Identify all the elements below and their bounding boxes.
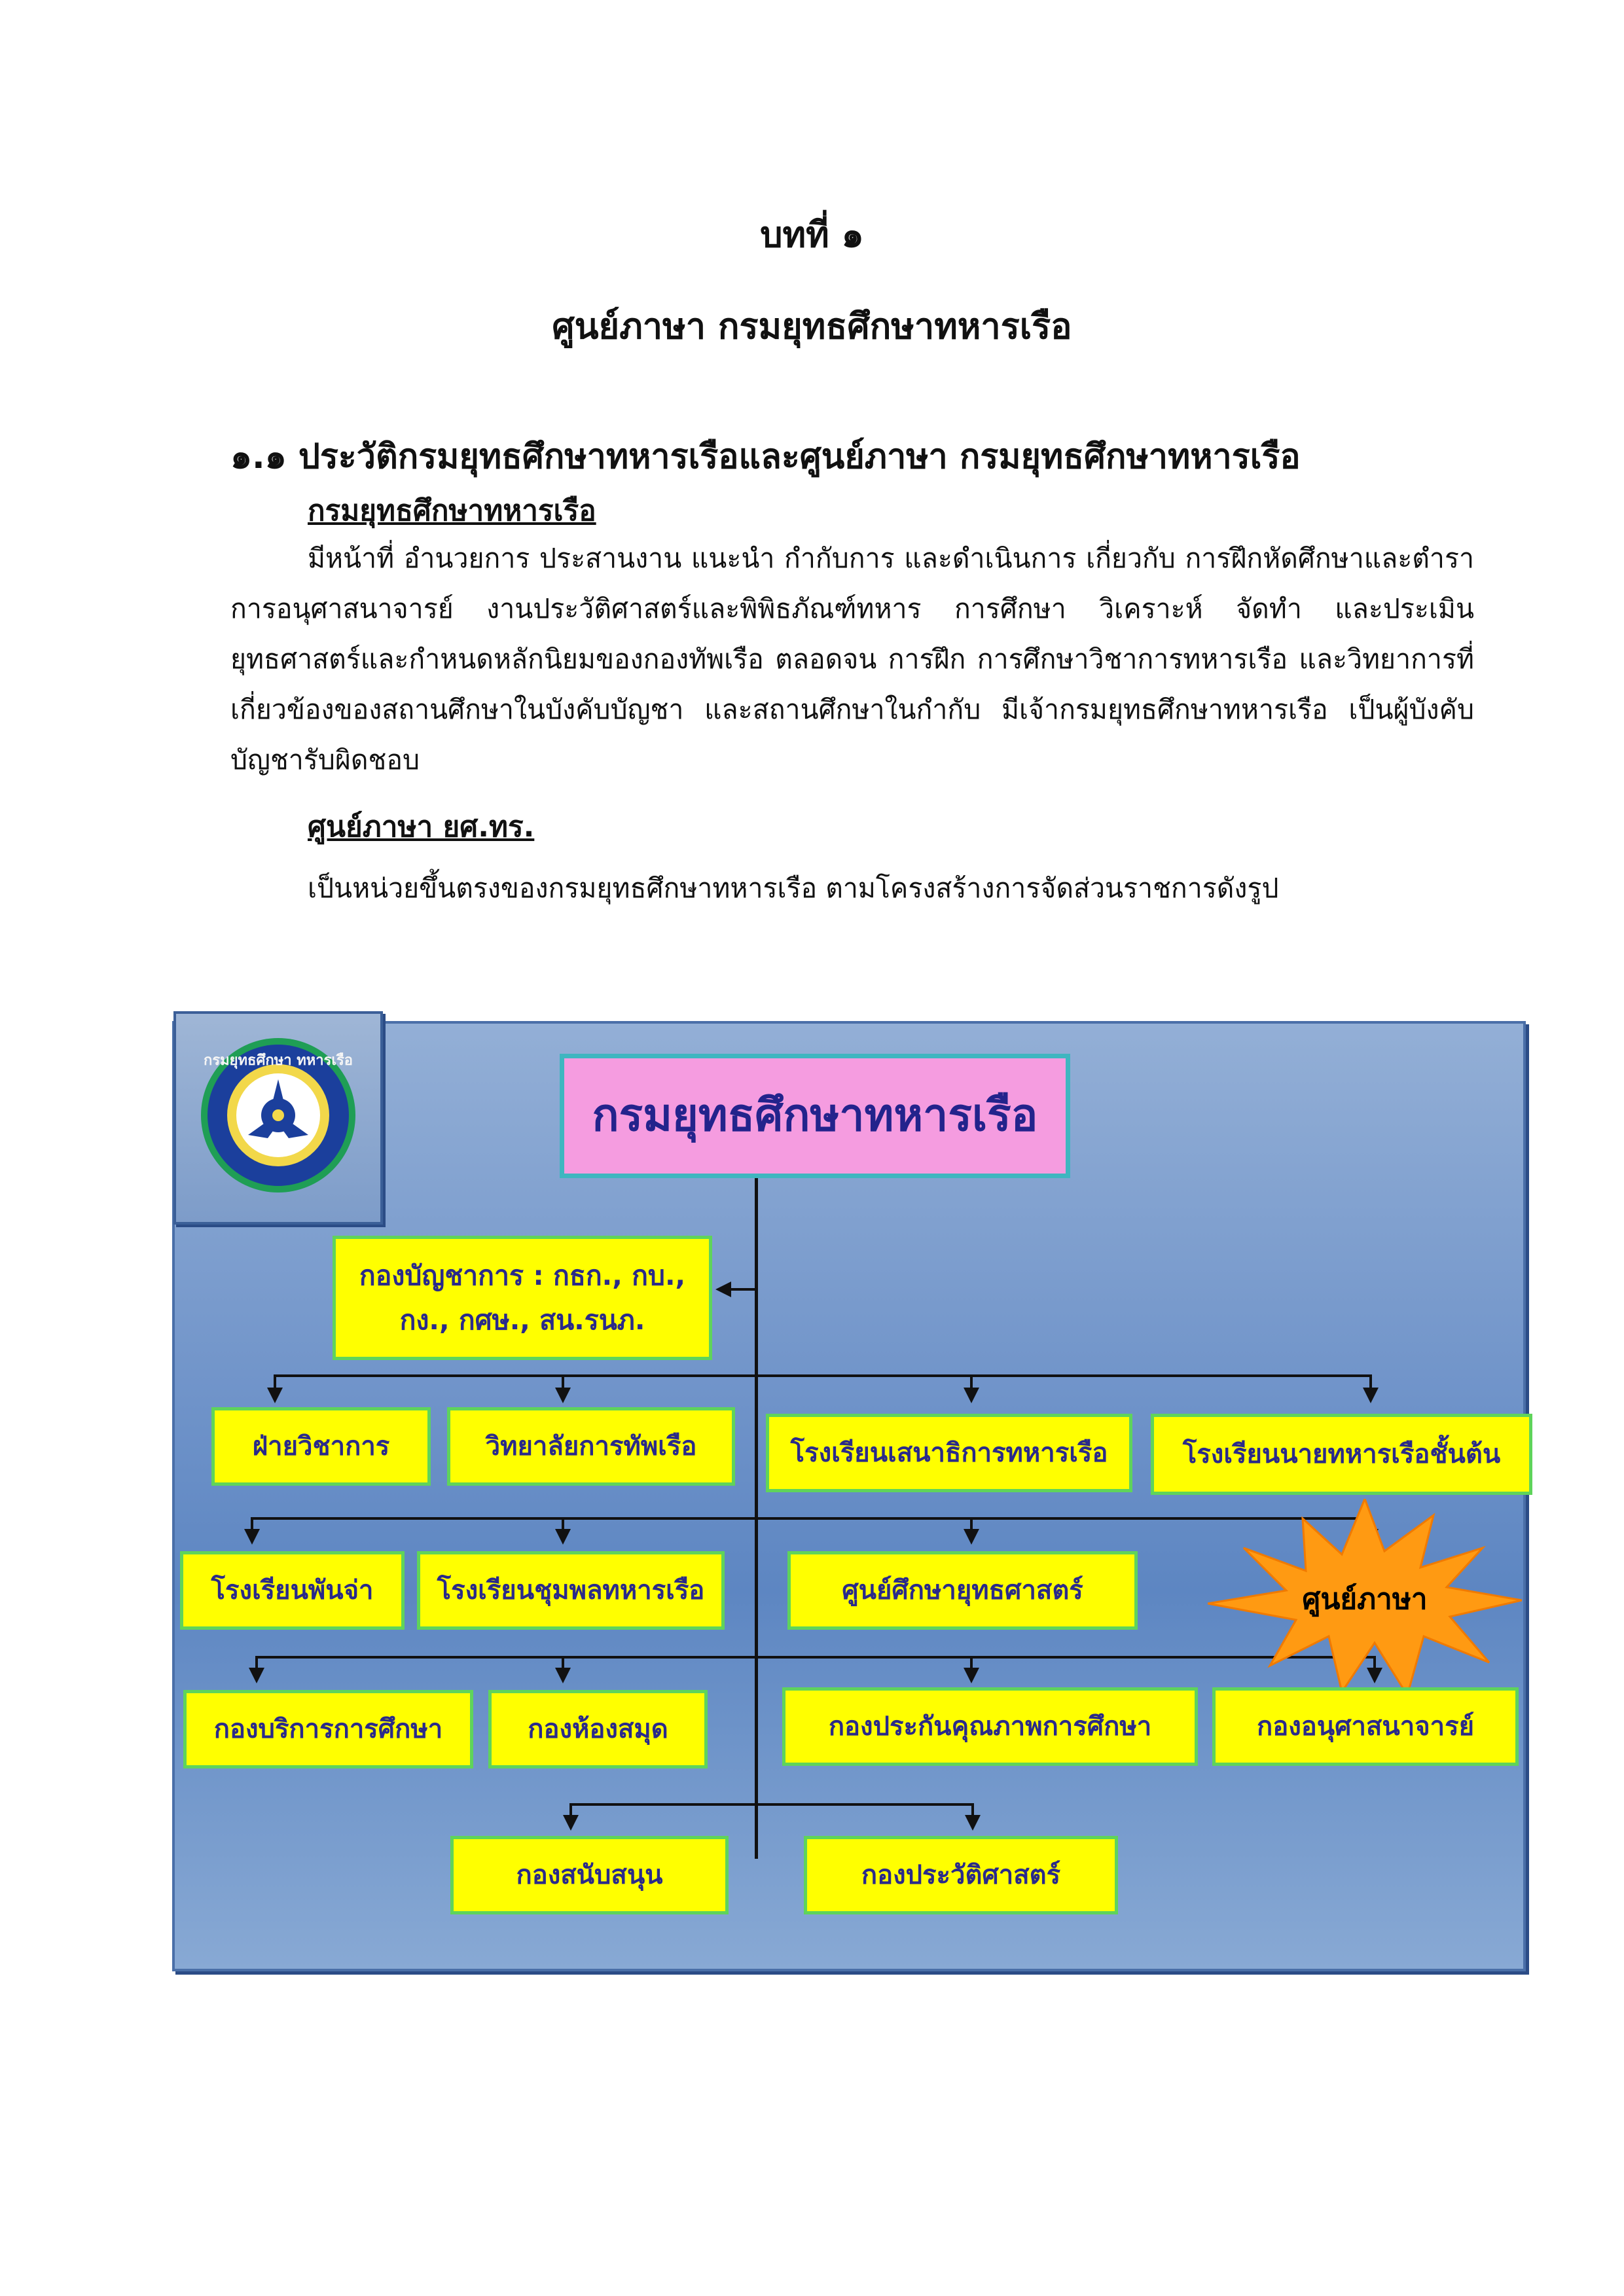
row4-arrow-1 xyxy=(563,1815,579,1831)
org-box-row2-2: โรงเรียนชุมพลทหารเรือ xyxy=(417,1551,725,1630)
row2-connector xyxy=(251,1517,1371,1520)
org-box-row2-1: โรงเรียนพันจ่า xyxy=(180,1551,405,1630)
row4-connector xyxy=(569,1803,974,1806)
row1-drop-2 xyxy=(562,1374,564,1390)
org-box-row3-1: กองบริการการศึกษา xyxy=(183,1690,473,1768)
subheading-language-center: ศูนย์ภาษา ยศ.ทร. xyxy=(308,810,535,844)
org-box-row4-1: กองสนับสนุน xyxy=(450,1836,729,1914)
paragraph-structure: เป็นหน่วยขึ้นตรงของกรมยุทธศึกษาทหารเรือ ตามโครงสร้างการจัดส่วนราชการดังรูป xyxy=(308,872,1279,904)
org-box-row3-4: กองอนุศาสนาจารย์ xyxy=(1212,1687,1519,1766)
row1-connector xyxy=(275,1374,1371,1377)
org-box-row1-2: วิทยาลัยการทัพเรือ xyxy=(447,1407,735,1486)
paragraph-duties-text: มีหน้าที่ อำนวยการ ประสานงาน แนะนำ กำกับการ และดำเนินการ เกี่ยวกับ การฝึกหัดศึกษาและตำรา การอนุศาสนาจารย์ งานประวัติศาสตร์และพิพิธภัณฑ์ทหาร การศึกษา วิเคราะห์ จัดทำ และประเมินยุทธศาสตร์และกำหนดหลักนิยมของกองทัพเรือ ตลอดจน การฝึก การศึกษาวิชาการทหารเรือ และวิทยาการที่เกี่ยวข้องของสถานศึกษาในบังคับบัญชา และสถานศึกษาในกำกับ มีเจ้ากรมยุทธศึกษาทหารเรือ เป็นผู้บังคับบัญชารับผิดชอบ xyxy=(230,543,1474,776)
org-box-row1-3: โรงเรียนเสนาธิการทหารเรือ xyxy=(766,1414,1132,1492)
row1-drop-4 xyxy=(1369,1374,1372,1390)
document-title: ศูนย์ภาษา กรมยุทธศึกษาทหารเรือ xyxy=(552,306,1072,347)
org-top-box: กรมยุทธศึกษาทหารเรือ xyxy=(560,1054,1070,1178)
paragraph-duties xyxy=(230,533,1474,785)
org-box-row3-2: กองห้องสมุด xyxy=(488,1690,708,1768)
row2-arrow-3 xyxy=(964,1529,979,1545)
logo-text: กรมยุทธศึกษา ทหารเรือ xyxy=(204,1052,353,1069)
staff-arrow xyxy=(715,1282,731,1297)
logo-panel xyxy=(173,1011,383,1225)
org-box-row3-3: กองประกันคุณภาพการศึกษา xyxy=(782,1687,1198,1766)
org-box-row1-4: โรงเรียนนายทหารเรือชั้นต้น xyxy=(1151,1414,1532,1495)
org-box-row1-1: ฝ่ายวิชาการ xyxy=(211,1407,431,1486)
org-box-row2-3: ศูนย์ศึกษายุทธศาสตร์ xyxy=(787,1551,1138,1630)
org-staff-box: กองบัญชาการ : กธก., กบ., กง., กศษ., สน.รนภ. xyxy=(333,1236,712,1360)
subheading-navy-education: กรมยุทธศึกษาทหารเรือ xyxy=(308,494,596,528)
row1-drop-1 xyxy=(274,1374,276,1390)
language-center-starburst xyxy=(1208,1499,1522,1695)
navy-education-seal-logo xyxy=(176,1014,380,1222)
chapter-heading: บทที่ ๑ xyxy=(760,214,864,255)
org-box-row4-2: กองประวัติศาสตร์ xyxy=(804,1836,1118,1914)
row1-drop-3 xyxy=(970,1374,973,1390)
row4-arrow-2 xyxy=(965,1815,981,1831)
section-heading: ๑.๑ ประวัติกรมยุทธศึกษาทหารเรือและศูนย์ภาษา กรมยุทธศึกษาทหารเรือ xyxy=(230,437,1301,476)
row3-arrow-3 xyxy=(964,1668,979,1683)
row3-arrow-2 xyxy=(555,1668,571,1683)
starburst-shape xyxy=(1208,1499,1522,1695)
row2-arrow-2 xyxy=(555,1529,571,1545)
starburst-label: ศูนย์ภาษา xyxy=(1302,1583,1428,1616)
row2-arrow-1 xyxy=(244,1529,260,1545)
row3-arrow-1 xyxy=(249,1668,264,1683)
